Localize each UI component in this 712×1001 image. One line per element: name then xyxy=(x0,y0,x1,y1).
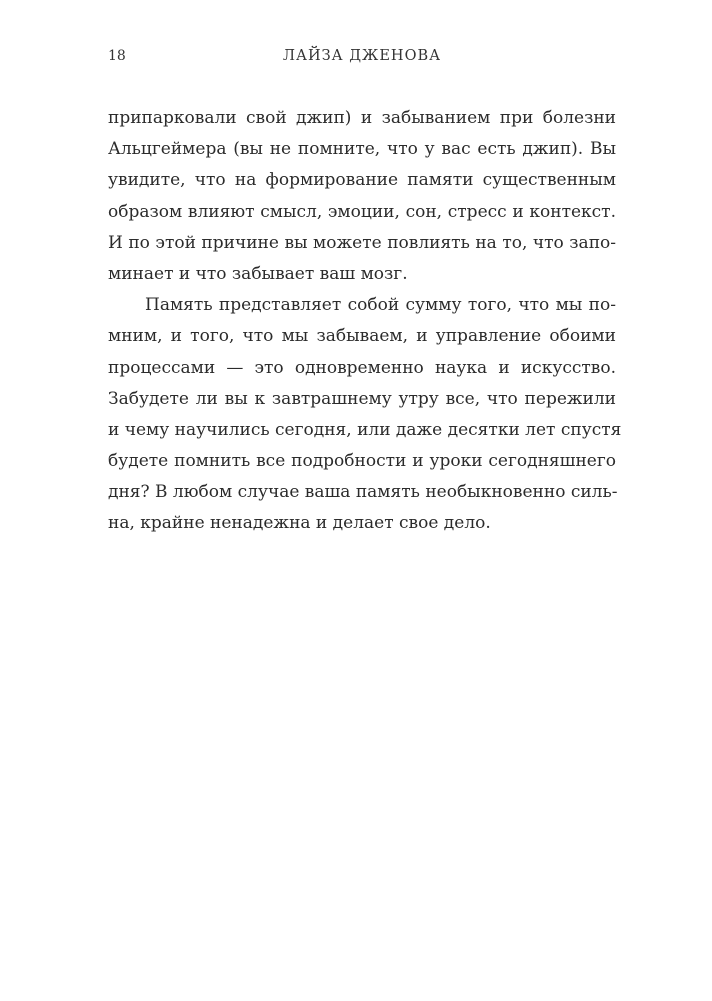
text-line: припарковали свой джип) и забыванием при болезни xyxy=(108,108,616,128)
paragraph-1 xyxy=(108,103,616,290)
page-number: 18 xyxy=(108,48,126,64)
running-head xyxy=(108,48,616,68)
text-line: образом влияют смысл, эмоции, сон, стресс и контекст. xyxy=(108,201,616,222)
text-line: дня? В любом случае ваша память необыкновенно силь- xyxy=(108,482,618,503)
text-line: мним, и того, что мы забываем, и управление обоими xyxy=(108,326,616,347)
text-line: минает и что забывает ваш мозг. xyxy=(108,263,408,284)
text-line: процессами — это одновременно наука и искусство. xyxy=(108,357,616,378)
text-line: увидите, что на формирование памяти существенным xyxy=(108,170,616,191)
running-title: ЛАЙЗА ДЖЕНОВА xyxy=(282,48,442,64)
body-text xyxy=(108,103,622,540)
text-line: Память представляет собой сумму того, что мы по- xyxy=(145,295,616,316)
text-line: Забудете ли вы к завтрашнему утру все, что пережили xyxy=(108,388,616,409)
text-line: И по этой причине вы можете повлиять на то, что запо- xyxy=(108,232,616,253)
text-line: и чему научились сегодня, или даже десятки лет спустя xyxy=(108,419,622,440)
text-line: будете помнить все подробности и уроки сегодняшнего xyxy=(108,451,616,472)
paragraph-2 xyxy=(108,290,622,540)
text-line: Альцгеймера (вы не помните, что у вас есть джип). Вы xyxy=(108,139,616,160)
text-line: на, крайне ненадежна и делает свое дело. xyxy=(108,513,491,534)
